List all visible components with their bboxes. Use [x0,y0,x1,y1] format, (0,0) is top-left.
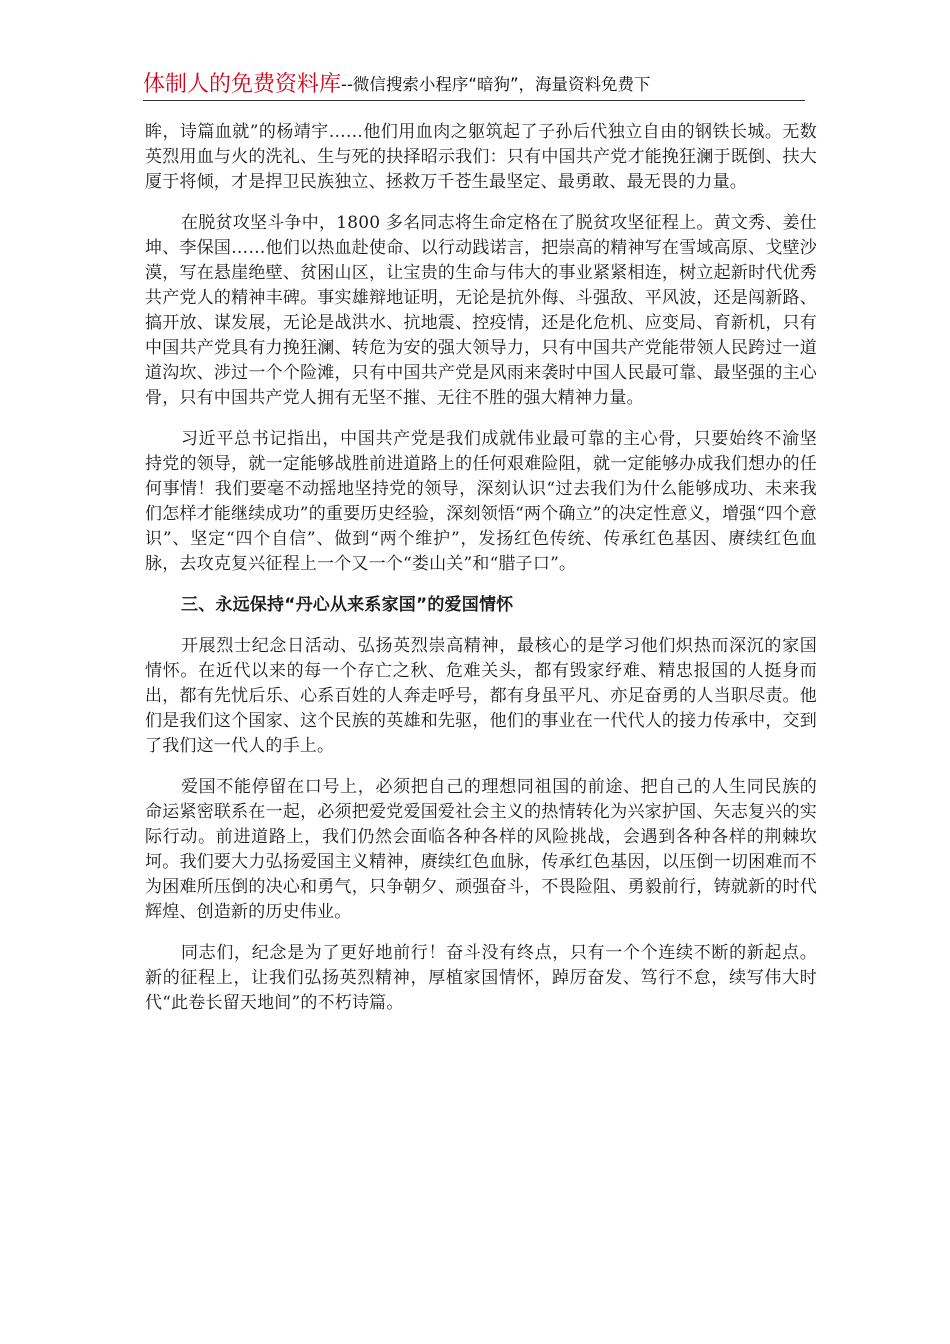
section-heading: 三、永远保持“丹心从来系家国”的爱国情怀 [181,595,514,615]
paragraph: 同志们，纪念是为了更好地前行！奋斗没有终点，只有一个个连续不断的新起点。新的征程上，让我们弘扬英烈精神，厚植家国情怀，踔厉奋发、笃行不怠，续写伟大时代“此卷长留天地间”的不朽诗篇。 [145,943,817,1013]
paragraph: 习近平总书记指出，中国共产党是我们成就伟业最可靠的主心骨，只要始终不渝坚持党的领导，就一定能够战胜前进道路上的任何艰难险阻，就一定能够办成我们想办的任何事情！我们要毫不动摇地坚持党的领导，深刻认识“过去我们为什么能够成功、未来我们怎样才能继续成功”的重要历史经验，深刻领悟“两个确立”的决定性意义，增强“四个意识”、坚定“四个自信”、做到“两个维护”，发扬红色传统、传承红色基因、赓续红色血脉，去攻克复兴征程上一个又一个“娄山关”和“腊子口”。 [145,429,817,574]
paragraph: 在脱贫攻坚斗争中，1800 多名同志将生命定格在了脱贫攻坚征程上。黄文秀、姜仕坤、李保国……他们以热血赴使命、以行动践诺言，把崇高的精神写在雪域高原、戈壁沙漠，写在悬崖绝壁、贫困山区，让宝贵的生命与伟大的事业紧紧相连，树立起新时代优秀共产党人的精神丰碑。事实雄辩地证明，无论是抗外侮、斗强敌、平风波，还是闯新路、搞开放、谋发展，无论是战洪水、抗地震、控疫情，还是化危机、应变局、育新机，只有中国共产党具有力挽狂澜、转危为安的强大领导力，只有中国共产党能带领人民跨过一道道沟坎、涉过一个个险滩，只有中国共产党是风雨来袭时中国人民最可靠、最坚强的主心骨，只有中国共产党人拥有无坚不摧、无往不胜的强大精神力量。 [145,213,817,408]
header-tagline: --微信搜索小程序“暗狗”，海量资料免费下 [341,75,651,94]
paragraph-continuation: 眸，诗篇血就”的杨靖宇……他们用血肉之躯筑起了子孙后代独立自由的钢铁长城。无数英烈用血与火的洗礼、生与死的抉择昭示我们：只有中国共产党才能挽狂澜于既倒、扶大厦于将倾，才是捍卫民族独立、拯救万千苍生最坚定、最勇敢、最无畏的力量。 [145,122,817,192]
header-brand: 体制人的免费资料库 [143,72,342,97]
paragraph: 开展烈士纪念日活动、弘扬英烈崇高精神，最核心的是学习他们炽热而深沉的家国情怀。在近代以来的每一个存亡之秋、危难关头，都有毁家纾难、精忠报国的人挺身而出，都有先忧后乐、心系百姓的人奔走呼号，都有身虽平凡、亦足奋勇的人当职尽责。他们是我们这个国家、这个民族的英雄和先驱，他们的事业在一代代人的接力传承中，交到了我们这一代人的手上。 [145,636,817,756]
page-header [143,70,805,101]
paragraph: 爱国不能停留在口号上，必须把自己的理想同祖国的前途、把自己的人生同民族的命运紧密联系在一起，必须把爱党爱国爱社会主义的热情转化为兴家护国、矢志复兴的实际行动。前进道路上，我们仍然会面临各种各样的风险挑战，会遇到各种各样的荆棘坎坷。我们要大力弘扬爱国主义精神，赓续红色血脉，传承红色基因，以压倒一切困难而不为困难所压倒的决心和勇气，只争朝夕、顽强奋斗，不畏险阻、勇毅前行，铸就新的时代辉煌、创造新的历史伟业。 [145,777,817,922]
document-body [145,120,817,1032]
